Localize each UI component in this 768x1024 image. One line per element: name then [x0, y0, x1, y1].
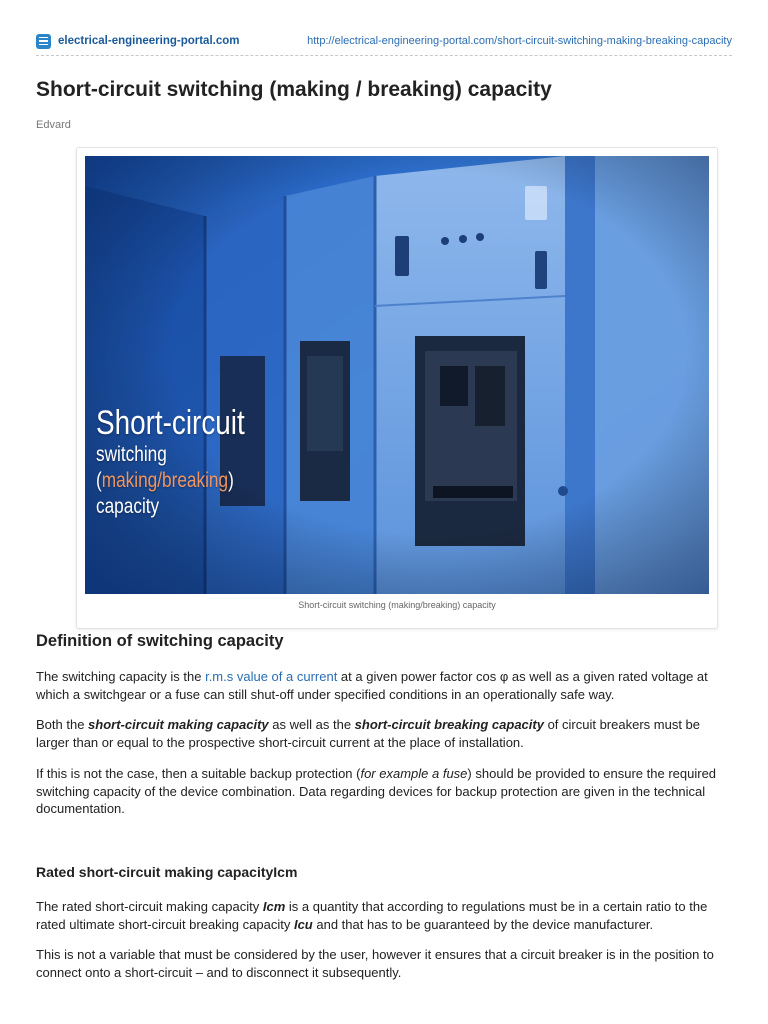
rms-current-link[interactable]: r.m.s value of a current	[205, 669, 338, 684]
page-url-link[interactable]: http://electrical-engineering-portal.com/short-circuit-switching-making-breaking-capacity	[307, 35, 732, 47]
top-bar	[36, 30, 732, 52]
article-figure	[76, 147, 718, 629]
term-making-capacity: short-circuit making capacity	[88, 717, 269, 732]
document-icon	[36, 34, 51, 49]
header-divider	[36, 55, 732, 56]
icm-symbol: Icm	[273, 864, 298, 880]
paragraph-icm-note: This is not a variable that must be considered by the user, however it ensures that a circuit breaker is in the position to connect onto a short-circuit – and to disconnect it subsequently.	[36, 947, 714, 980]
overlay-line-4: capacity	[96, 495, 160, 518]
symbol-icm: Icm	[262, 899, 286, 914]
switchgear-illustration	[85, 156, 709, 594]
article-title: Short-circuit switching (making / breaking) capacity	[36, 78, 552, 101]
section-heading-icm: Rated short-circuit making capacityIcm	[36, 864, 298, 880]
paragraph-making-breaking: Both the short-circuit making capacity as well as the short-circuit breaking capacity of circuit breakers must be larger than or equal to the prospective short-circuit current at the place of installation.	[36, 717, 701, 750]
overlay-line-3: (making/breaking)	[96, 469, 234, 492]
image-overlay-title	[96, 404, 245, 520]
paragraph-icm-definition: The rated short-circuit making capacity Icm is a quantity that according to regulations must be in a certain ratio to the rated ultimate short-circuit breaking capacity Icu and that has to be guaranteed by the device manufacturer.	[36, 899, 708, 932]
section-heading-definition: Definition of switching capacity	[36, 632, 284, 650]
overlay-line-2: switching	[96, 443, 167, 466]
article-author[interactable]: Edvard	[36, 119, 71, 131]
overlay-accent: making/breaking	[101, 469, 229, 492]
site-brand[interactable]	[36, 34, 240, 49]
paragraph-backup-protection: If this is not the case, then a suitable backup protection (for example a fuse) should be provided to ensure the required switching capacity of the device combination. Data regarding devices for backup protection are given in the technical documentation.	[36, 766, 717, 816]
figure-caption: Short-circuit switching (making/breaking) capacity	[298, 600, 496, 610]
site-name[interactable]: electrical-engineering-portal.com	[58, 35, 240, 47]
term-breaking-capacity: short-circuit breaking capacity	[354, 717, 544, 732]
fuse-example: for example a fuse	[360, 766, 468, 781]
switchgear-photo	[85, 156, 709, 594]
paragraph-definition: The switching capacity is the r.m.s value of a current at a given power factor cos φ as well as a given rated voltage at which a switchgear or a fuse can still shut-off under specified conditions in an operationally safe way.	[36, 669, 708, 702]
overlay-line-1: Short-circuit	[96, 404, 245, 442]
symbol-icu: Icu	[293, 916, 313, 932]
